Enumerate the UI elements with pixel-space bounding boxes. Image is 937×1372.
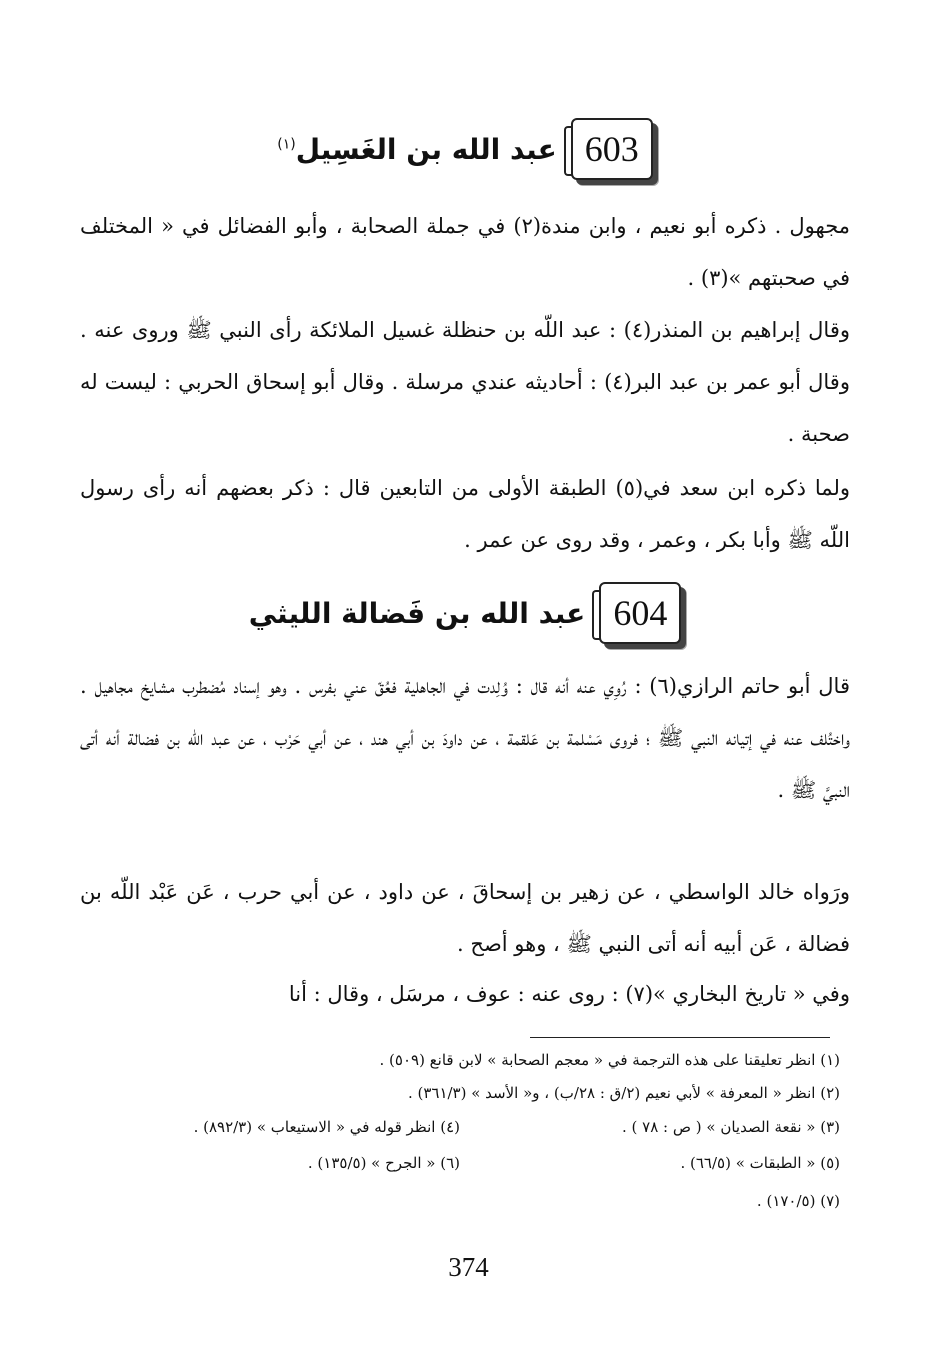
entry-number-badge: 603 [571, 118, 653, 180]
entry-603-paragraph-3: ولما ذكره ابن سعد في(٥) الطبقة الأولى من التابعين قال : ذكر بعضهم أنه رأى رسول اللّه ﷺ وأبا بكر ، وعمر ، وقد روى عن عمر . [80, 476, 850, 552]
page-number: 374 [448, 1252, 489, 1282]
footnote-7: (٧) (١٧٠/٥) . [756, 1192, 840, 1210]
footnote-4: (٤) انظر قوله في « الاستيعاب » (٨٩٢/٣) . [193, 1118, 460, 1136]
entry-603-paragraph-1: مجهول . ذكره أبو نعيم ، وابن مندة(٢) في جملة الصحابة ، وأبو الفضائل في « المختلف في صحبتهم »(٣) . [80, 214, 851, 290]
entry-603-paragraph-2: وقال إبراهيم بن المنذر(٤) : عبد اللّه بن حنظلة غسيل الملائكة رأى النبي ﷺ وروى عنه . وقال أبو عمر بن عبد البر(٤) : أحاديثه عندي مرسلة . وقال أبو إسحاق الحربي : ليست له صحبة . [80, 318, 850, 446]
entry-title [277, 133, 557, 166]
entry-604-paragraph-2: ورَواه خالد الواسطي ، عن زهير بن إسحاقَ ، عن داود ، عن أبي حرب ، عَن عَبْد اللّه بن فضالة ، عَن أبيه أنه أتى النبي ﷺ ، وهو أصح . [80, 880, 850, 956]
footnote-6: (٦) « الجرح » (١٣٥/٥) . [307, 1154, 460, 1172]
entry-604-paragraph-3: وفي « تاريخ البخاري »(٧) : روى عنه : عوف ، مرسَل ، وقال : أنا [288, 982, 850, 1006]
footnote-5: (٥) « الطبقات » (٦٦/٥) . [680, 1154, 840, 1172]
entry-number-badge: 604 [599, 582, 681, 644]
footnote-row-5-6 [80, 1154, 840, 1172]
entry-title-text: عبد الله بن الغَسِيل [295, 132, 557, 166]
entry-heading-603 [80, 118, 850, 180]
entry-title: عبد الله بن فَضالة الليثي [248, 596, 586, 630]
entry-604-paragraph-1: قال أبو حاتم الرازي(٦) : رُوِي عنه أنه قال : وُلِدت في الجاهلية فعُقّ عني بفرس . وهو إسناد مُضطرب مشايخ مجاهيل . واختُلف عنه في إتيانه النبي ﷺ ؛ فروى مَسْلمة بن عَلقمة ، عن داودَ بن أبي هند ، عن أبي حَرْب ، عن عبد اللّه بن فضالة أنه أتى النبيَّ ﷺ . [80, 674, 850, 802]
footnote-divider [530, 1037, 830, 1038]
footnote-3: (٣) « نقعة الصديان » ( ص : ٧٨ ) . [621, 1118, 840, 1136]
entry-heading-604 [80, 582, 850, 644]
footnote-row-3-4 [80, 1118, 840, 1136]
entry-title-note: (١) [277, 136, 296, 153]
footnote-1: (١) انظر تعليقنا على هذه الترجمة في « معجم الصحابة » لابن قانع (٥٠٩) . [379, 1051, 840, 1069]
footnote-2: (٢) انظر « المعرفة » لأبي نعيم (٢/ق : ٢٨/ب) ، و« الأسد » (٣٦١/٣) . [407, 1084, 840, 1102]
